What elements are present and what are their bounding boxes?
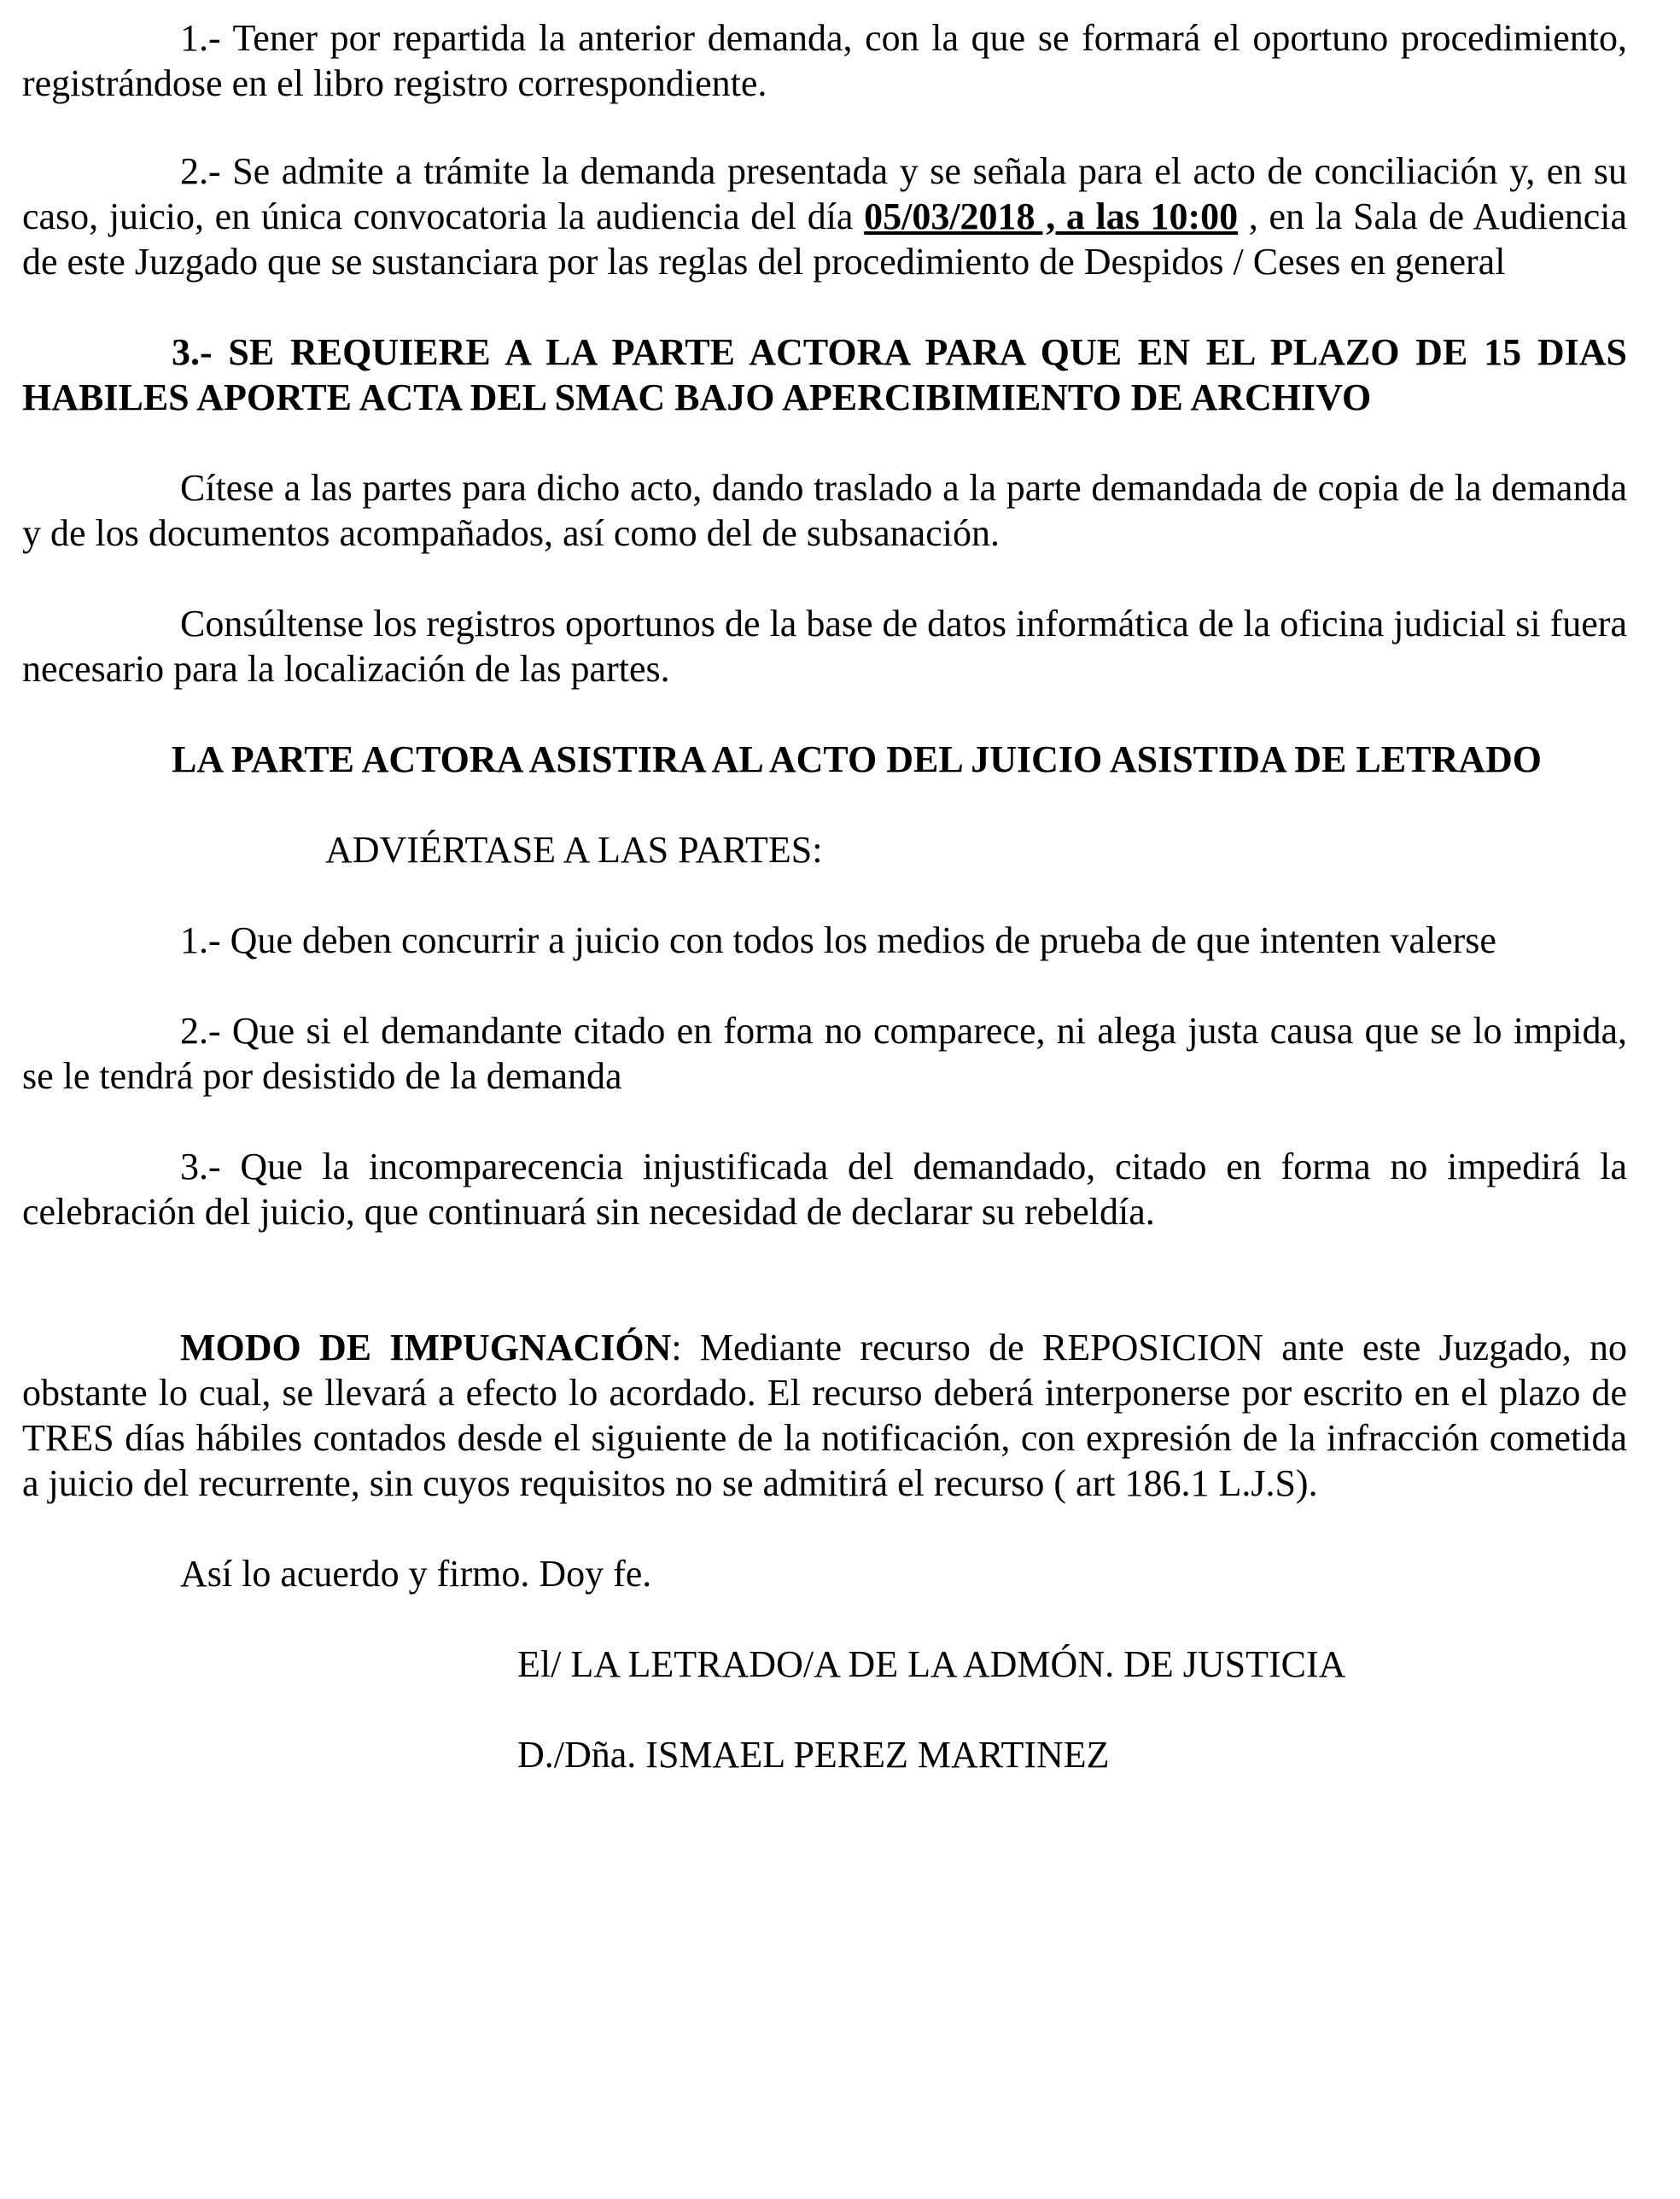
paragraph-citacion: Cítese a las partes para dicho acto, dando traslado a la parte demandada de copia de la demanda y de los documentos acompañados, así como del de subsanación.	[22, 467, 1627, 554]
advertise-item-1: 1.- Que deben concurrir a juicio con todos los medios de prueba de que intenten valerse	[180, 919, 1496, 961]
paragraph-admision	[22, 149, 1627, 284]
document-page	[22, 15, 1627, 1777]
advertise-item-2: 2.- Que si el demandante citado en forma no comparece, ni alega justa causa que se lo impida, se le tendrá por desistido de la demanda	[22, 1010, 1627, 1097]
paragraph-letrado: LA PARTE ACTORA ASISTIRA AL ACTO DEL JUICIO ASISTIDA DE LETRADO	[172, 738, 1542, 780]
paragraph-consulta: Consúltense los registros oportunos de la base de datos informática de la oficina judicial si fuera necesario para la localización de las partes.	[22, 603, 1627, 690]
paragraph-admision-text-2: , en la Sala de Audiencia de este Juzgado que se sustanciara por las reglas del procedimiento de Despidos / Ceses en general	[22, 195, 1628, 283]
closing-line: Así lo acuerdo y firmo. Doy fe.	[180, 1553, 652, 1595]
advertise-heading: ADVIÉRTASE A LAS PARTES:	[325, 829, 823, 871]
paragraph-requerimiento: 3.- SE REQUIERE A LA PARTE ACTORA PARA QUE EN EL PLAZO DE 15 DIAS HABILES APORTE ACTA DEL SMAC BAJO APERCIBIMIENTO DE ARCHIVO	[22, 331, 1627, 418]
advertise-item-3: 3.- Que la incomparecencia injustificada del demandado, citado en forma no impedirá la celebración del juicio, que continuará sin necesidad de declarar su rebeldía.	[22, 1146, 1627, 1233]
signature-title: El/ LA LETRADO/A DE LA ADMÓN. DE JUSTICIA	[517, 1643, 1346, 1685]
paragraph-impugnacion	[22, 1325, 1627, 1506]
hearing-date: 05/03/2018 , a las 10:00	[864, 195, 1239, 237]
impugnacion-label: MODO DE IMPUGNACIÓN	[180, 1327, 672, 1368]
impugnacion-text: : Mediante recurso de REPOSICION ante este Juzgado, no obstante lo cual, se llevará a efecto lo acordado. El recurso deberá interponerse por escrito en el plazo de TRES días hábiles contados desde el siguiente de la notificación, con expresión de la infracción cometida a juicio del recurrente, sin cuyos requisitos no se admitirá el recurso ( art 186.1 L.J.S).	[22, 1327, 1627, 1504]
signature-name: D./Dña. ISMAEL PEREZ MARTINEZ	[517, 1734, 1110, 1776]
paragraph-admision-text-1: 2.- Se admite a trámite la demanda presentada y se señala para el acto de conciliación y, en su caso, juicio, en única convocatoria la audiencia del día	[22, 150, 1627, 237]
paragraph-reparto: 1.- Tener por repartida la anterior demanda, con la que se formará el oportuno procedimiento, registrándose en el libro registro correspondiente.	[22, 17, 1627, 104]
